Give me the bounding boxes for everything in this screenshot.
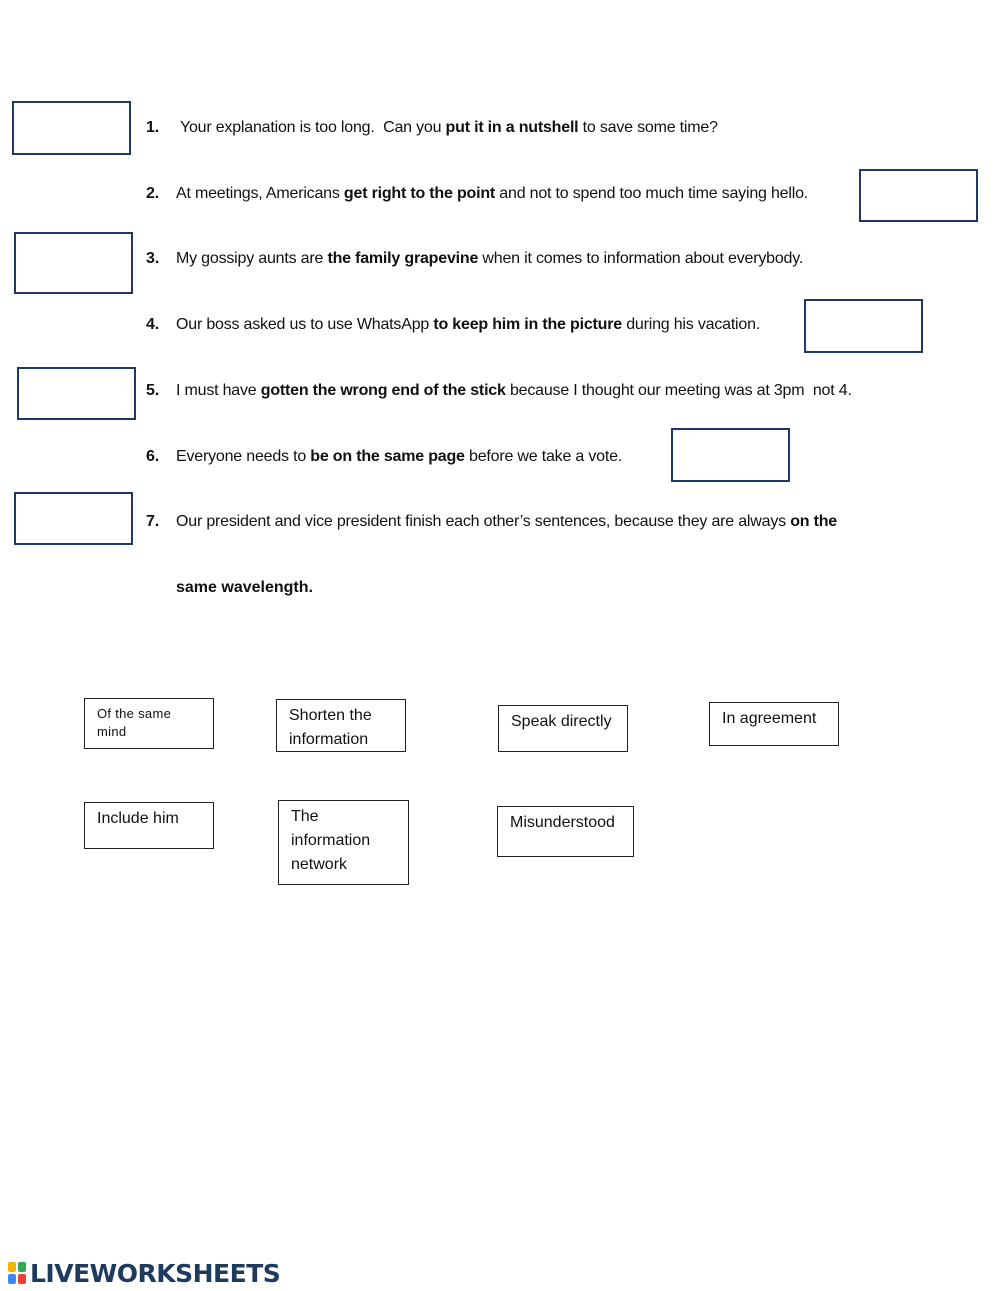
question-text: Everyone needs to [176,448,311,465]
logo-square [18,1262,26,1272]
question-7-continuation: same wavelength. [176,579,313,596]
question-text: and not to spend too much time saying hello. [495,185,809,202]
question-number: 3. [146,250,159,267]
idiom: be on the same page [310,448,465,465]
logo-square [8,1274,16,1284]
idiom: the family grapevine [327,250,479,267]
question-text: Our boss asked us to use WhatsApp [176,316,434,333]
option-card[interactable]: The information network [278,800,409,885]
option-card[interactable]: In agreement [709,702,839,746]
question-text: during his vacation. [621,316,761,333]
answer-box-6[interactable] [671,428,790,482]
option-card[interactable]: Of the same mind [84,698,214,749]
question-5 [146,382,852,400]
idiom: gotten the wrong end of the stick [260,382,506,399]
idiom: put it in a nutshell [445,119,579,136]
question-text: Our president and vice president finish each other’s sentences, because they are always [176,513,791,530]
logo-square [18,1274,26,1284]
option-card[interactable]: Include him [84,802,214,849]
answer-box-7[interactable] [14,492,133,545]
question-number: 1. [146,119,159,136]
question-number: 4. [146,316,159,333]
question-text: I must have [176,382,261,399]
brand-logo-icon [8,1262,26,1284]
question-text: when it comes to information about everybody. [478,250,804,267]
answer-box-3[interactable] [14,232,133,294]
answer-box-2[interactable] [859,169,978,222]
question-number: 2. [146,185,159,202]
answer-box-5[interactable] [17,367,136,420]
question-text: to save some time? [578,119,718,136]
question-1 [146,119,718,137]
answer-box-1[interactable] [12,101,131,155]
question-number: 7. [146,513,159,530]
question-text: My gossipy aunts are [176,250,328,267]
question-6 [146,448,622,466]
question-text: before we take a vote. [464,448,623,465]
question-7 [146,513,837,531]
option-card[interactable]: Speak directly [498,705,628,752]
question-text: because I thought our meeting was at 3pm not 4. [505,382,852,399]
question-number: 5. [146,382,159,399]
question-number: 6. [146,448,159,465]
brand-name: LIVEWORKSHEETS [30,1258,281,1288]
option-card[interactable]: Shorten the information [276,699,406,752]
liveworksheets-logo [8,1258,280,1288]
idiom: on the [790,513,837,530]
question-3 [146,250,803,268]
question-2 [146,185,808,203]
idiom: get right to the point [343,185,496,202]
question-4 [146,316,760,334]
idiom: to keep him in the picture [433,316,622,333]
option-card[interactable]: Misunderstood [497,806,634,857]
answer-box-4[interactable] [804,299,923,353]
question-text: At meetings, Americans [176,185,344,202]
logo-square [8,1262,16,1272]
question-text: Your explanation is too long. Can you [176,119,446,136]
